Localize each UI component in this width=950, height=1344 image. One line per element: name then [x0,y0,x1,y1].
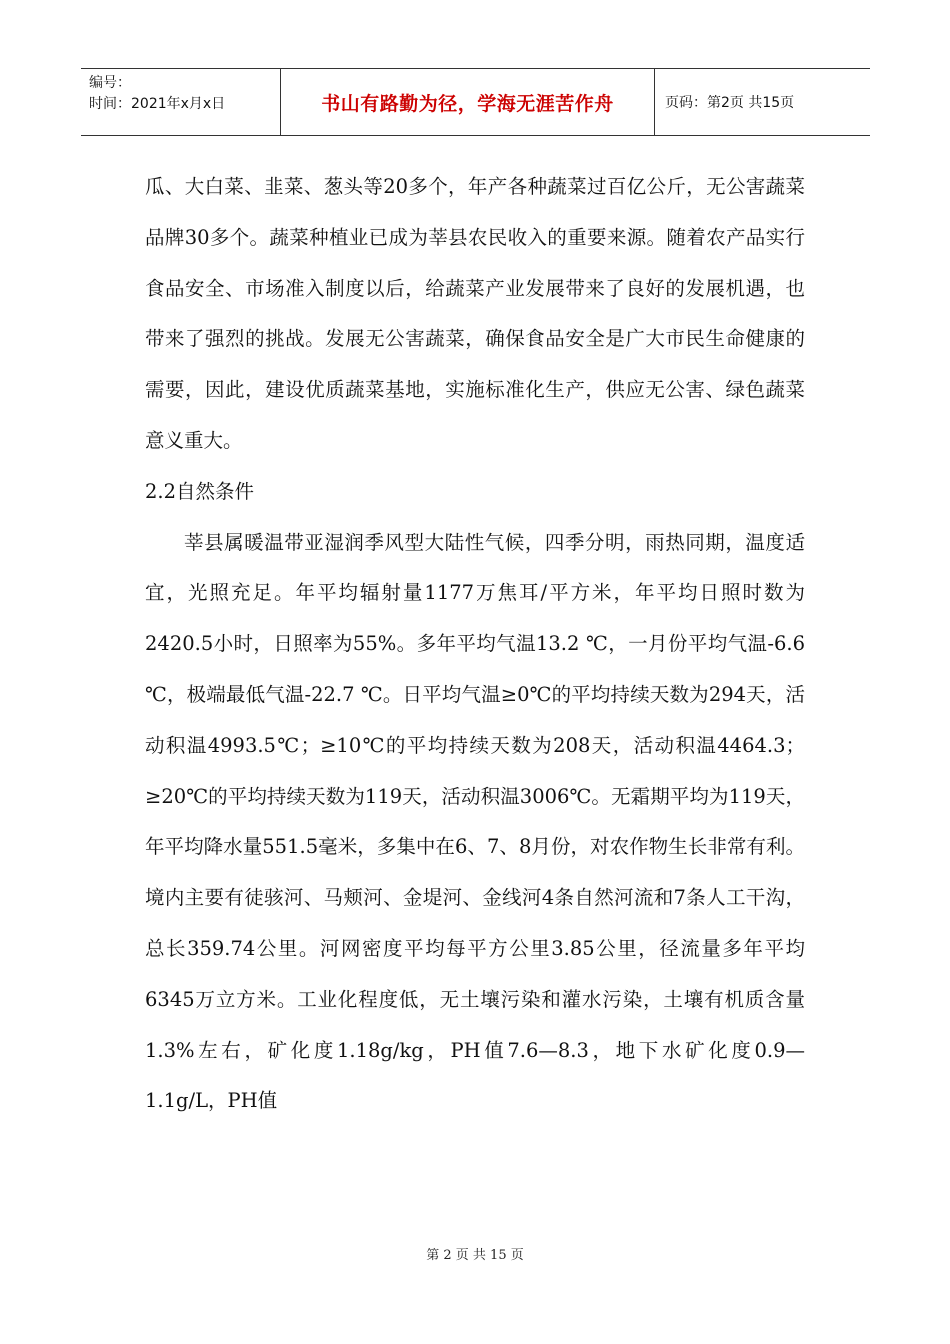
header-meta [81,69,281,135]
page-footer: 第 2 页 共 15 页 [426,1248,524,1263]
body-paragraph: 瓜、大白菜、韭菜、葱头等20多个，年产各种蔬菜过百亿公斤，无公害蔬菜品牌30多个。蔬菜种植业已成为莘县农民收入的重要来源。随着农产品实行食品安全、市场准入制度以后，给蔬菜产业发展带来了良好的发展机遇，也带来了强烈的挑战。发展无公害蔬菜，确保食品安全是广大市民生命健康的需要，因此，建设优质蔬菜基地，实施标准化生产，供应无公害、绿色蔬菜意义重大。 [145,175,805,452]
header-motto: 书山有路勤为径，学海无涯苦作舟 [281,69,655,135]
document-date: 时间：2021年x月x日 [89,96,226,112]
document-number-label: 编号： [89,75,131,91]
header-page-info: 页码：第2页 共15页 [665,95,795,111]
body-paragraph: 莘县属暖温带亚湿润季风型大陆性气候，四季分明，雨热同期，温度适宜，光照充足。年平均辐射量1177万焦耳/平方米，年平均日照时数为2420.5小时，日照率为55%。多年平均气温13.2 ℃，一月份平均气温-6.6 ℃，极端最低气温-22.7 ℃。日平均气温≥0℃的平均持续天数为294天，活动积温4993.5℃；≥10℃的平均持续天数为208天，活动积温4464.3；≥20℃的平均持续天数为119天，活动积温3006℃。无霜期平均为119天，年平均降水量551.5毫米，多集中在6、7、8月份，对农作物生长非常有利。境内主要有徒骇河、马颊河、金堤河、金线河4条自然河流和7条人工干沟，总长359.74公里。河网密度平均每平方公里3.85公里，径流量多年平均6345万立方米。工业化程度低，无土壤污染和灌水污染，土壤有机质含量1.3%左右，矿化度1.18g/kg，PH值7.6—8.3，地下水矿化度0.9—1.1g/L，PH值 [145,530,805,1113]
page-header [81,68,870,136]
section-heading: 2.2自然条件 [145,479,255,503]
document-body [145,162,805,1127]
